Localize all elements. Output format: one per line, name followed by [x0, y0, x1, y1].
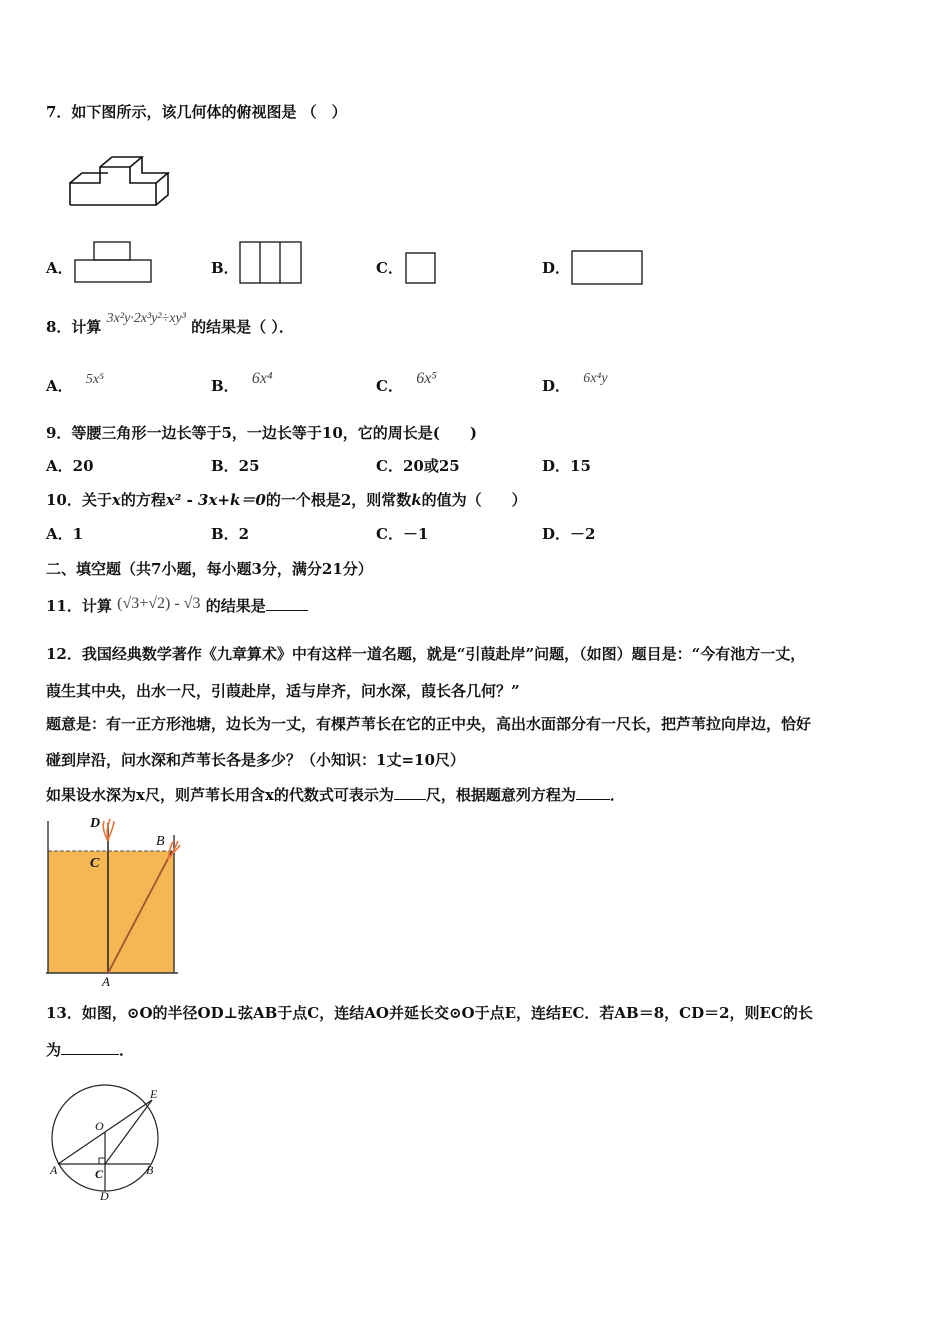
q7-option-a-label[interactable]: A． — [46, 259, 73, 277]
q10-stem-part2: 的方程 — [120, 491, 166, 509]
q10-option-d[interactable]: D．－2 — [542, 525, 596, 543]
q11-stem — [46, 596, 308, 617]
q13-label-c: C — [95, 1167, 104, 1181]
q9-option-b[interactable]: B．25 — [211, 457, 260, 475]
q11-expression: (√3+√2) - √3 — [117, 595, 201, 612]
q9-option-a[interactable]: A．20 — [46, 457, 94, 475]
q10-stem-part3: 的一个根是2，则常数 — [265, 491, 412, 509]
q12-line-5-part-b: 尺，根据题意列方程为 — [425, 786, 576, 804]
q12-blank-equation[interactable] — [576, 785, 610, 800]
q12-line-5-part-c: ． — [609, 786, 625, 804]
q8-option-c[interactable] — [376, 370, 437, 397]
q11-prefix: 11．计算 — [46, 597, 112, 615]
q9-option-d[interactable]: D．15 — [542, 457, 591, 475]
q13-label-b: B — [146, 1163, 154, 1177]
q7-stem: 7．如下图所示，该几何体的俯视图是 （ ） — [46, 103, 347, 121]
q7-option-c-label[interactable]: C． — [376, 259, 403, 277]
q12-pond-figure — [44, 815, 180, 987]
q10-option-c[interactable]: C．－1 — [376, 525, 429, 543]
q8-option-a-label: A． — [46, 377, 73, 395]
q7-option-b-figure[interactable] — [239, 241, 303, 284]
q8-option-a-value: 5x⁵ — [85, 372, 104, 387]
q7-option-d-figure[interactable] — [571, 250, 643, 285]
q10-equation: x² - 3x+k＝0 — [165, 491, 266, 509]
line-ec — [105, 1100, 152, 1164]
q8-stem — [46, 311, 294, 339]
q8-option-a[interactable] — [46, 372, 104, 398]
q7-solid-figure — [68, 153, 176, 207]
q8-prefix: 8．计算 — [46, 318, 102, 336]
q8-option-c-label: C． — [376, 377, 403, 395]
q10-var-k: k — [411, 491, 422, 509]
section-2-heading: 二、填空题（共7小题，每小题3分，满分21分） — [46, 560, 373, 578]
q10-stem-part4: 的值为（ ） — [421, 491, 527, 509]
q13-circle-figure — [44, 1078, 170, 1202]
q8-option-b-value: 6x⁴ — [251, 370, 273, 387]
q10-option-a[interactable]: A．1 — [46, 525, 84, 543]
q12-line-5-part-a: 如果设水深为x尺，则芦苇长用含x的代数式可表示为 — [46, 786, 394, 804]
q7-option-d-label[interactable]: D． — [542, 259, 571, 277]
q11-suffix: 的结果是 — [205, 597, 266, 615]
q7-option-c-figure[interactable] — [405, 252, 437, 284]
q10-stem-part1: 10．关于 — [46, 491, 112, 509]
q8-option-c-value: 6x⁵ — [416, 370, 437, 387]
q7-option-a-figure[interactable] — [74, 241, 152, 283]
q8-option-b-label: B． — [211, 377, 239, 395]
q12-line-4: 碰到岸沿，问水深和芦苇长各是多少？（小知识：1丈=10尺） — [46, 751, 465, 769]
q8-option-d[interactable] — [542, 371, 608, 398]
q13-line-2-part-b: ． — [119, 1041, 135, 1059]
q10-stem — [46, 490, 527, 510]
q8-option-b[interactable] — [211, 370, 273, 397]
q10-var-x: x — [111, 491, 121, 509]
q12-blank-reed-length[interactable] — [394, 785, 426, 800]
pond-water — [48, 851, 174, 973]
q13-line-2 — [46, 1040, 908, 1060]
q12-line-1: 12．我国经典数学著作《九章算术》中有这样一道名题，就是“引葭赴岸”问题，（如图）题目是：“今有池方一丈， — [46, 645, 806, 663]
q8-suffix: 的结果是（ ）． — [191, 318, 294, 336]
q12-label-b: B — [156, 834, 165, 849]
q10-option-b[interactable]: B．2 — [211, 525, 250, 543]
q13-label-e: E — [150, 1087, 158, 1101]
q11-answer-blank[interactable] — [266, 596, 308, 611]
q8-option-d-value: 6x⁴y — [583, 371, 608, 386]
q12-line-5 — [46, 785, 908, 805]
q8-option-d-label: D． — [542, 377, 571, 395]
q12-label-d: D — [90, 816, 101, 831]
q13-line-1: 13．如图，⊙O的半径OD⊥弦AB于点C，连结AO并延长交⊙O于点E，连结EC．若AB＝8，CD＝2，则EC的长 — [46, 1004, 813, 1022]
q13-line-2-part-a: 为 — [46, 1041, 62, 1059]
q9-stem: 9．等腰三角形一边长等于5，一边长等于10，它的周长是( ) — [46, 424, 477, 442]
q7-option-b-label[interactable]: B． — [211, 259, 239, 277]
q9-option-c[interactable]: C．20或25 — [376, 457, 460, 475]
q13-label-a: A — [50, 1163, 58, 1177]
q13-label-d: D — [100, 1189, 109, 1203]
q13-label-o: O — [95, 1119, 104, 1133]
q12-line-2: 葭生其中央，出水一尺，引葭赴岸，适与岸齐，问水深，葭长各几何？” — [46, 682, 520, 700]
q13-answer-blank[interactable] — [61, 1040, 119, 1055]
q12-line-3: 题意是：有一正方形池塘，边长为一丈，有棵芦苇长在它的正中央，高出水面部分有一尺长，把芦苇拉向岸边，恰好 — [46, 715, 812, 733]
q12-label-c: C — [90, 856, 100, 871]
q12-label-a: A — [102, 974, 110, 989]
q8-expression: 3x²y·2x³y²÷xy³ — [106, 311, 186, 326]
